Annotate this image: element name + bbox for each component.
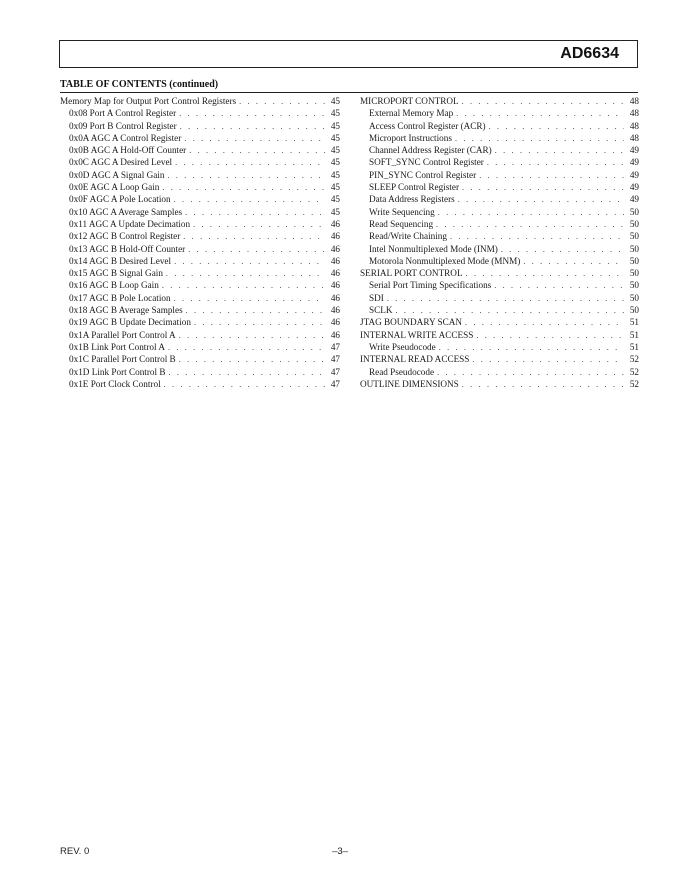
toc-entry-title: Read/Write Chaining [369,231,447,242]
toc-entry-page: 49 [629,169,639,180]
toc-entry-page: 50 [629,305,639,316]
dot-leader [472,354,624,365]
toc-entry-page: 49 [629,194,639,205]
toc-entry[interactable] [360,341,639,353]
toc-entry-page: 50 [629,218,639,229]
toc-entry-page: 46 [330,268,340,279]
toc-entry-title: 0x14 AGC B Desired Level [69,255,172,266]
dot-leader [501,244,624,255]
toc-entry-page: 49 [629,182,639,193]
toc-entry-page: 48 [629,108,639,119]
dot-leader [455,133,624,144]
toc-entry-page: 50 [629,231,639,242]
toc-entry-page: 46 [330,329,340,340]
toc-entry-page: 46 [330,231,340,242]
toc-entry[interactable] [60,353,340,365]
dot-leader [458,194,624,205]
dot-leader [523,256,624,267]
toc-entry-title: Write Pseudocode [369,341,436,352]
toc-entry-title: 0x1B Link Port Control A [69,341,165,352]
toc-entry-title: 0x0D AGC A Signal Gain [69,169,165,180]
toc-entry-title: 0x0E AGC A Loop Gain [69,182,160,193]
heading-rule [60,92,638,93]
toc-entry[interactable] [60,120,340,132]
toc-entry-title: 0x1A Parallel Port Control A [69,329,176,340]
dot-leader [183,231,325,242]
toc-entry-page: 45 [330,169,340,180]
toc-entry[interactable] [360,329,639,341]
toc-entry[interactable] [60,316,340,328]
dot-leader [439,342,624,353]
dot-leader [495,145,624,156]
toc-entry[interactable] [60,181,340,193]
toc-entry[interactable] [60,230,340,242]
toc-entry-title: SCLK [369,305,393,316]
toc-entry[interactable] [360,292,639,304]
toc-entry-page: 46 [330,317,340,328]
toc-entry-page: 46 [330,305,340,316]
toc-entry-page: 45 [330,132,340,143]
toc-entry-title: Memory Map for Output Port Control Registers [60,96,237,106]
toc-entry-page: 46 [330,292,340,303]
toc-entry[interactable] [360,95,639,107]
dot-leader [466,268,624,279]
toc-entry-page: 47 [330,341,340,352]
toc-entry-title: 0x0C AGC A Desired Level [69,157,173,168]
toc-entry-page: 45 [330,194,340,205]
toc-left-column [60,95,340,390]
dot-leader [166,268,325,279]
toc-entry-title: Write Sequencing [369,206,435,217]
dot-leader [465,317,624,328]
dot-leader [487,157,624,168]
toc-entry-page: 47 [330,378,340,389]
toc-entry[interactable] [360,378,639,390]
dot-leader [162,182,325,193]
toc-entry[interactable] [60,304,340,316]
toc-entry-title: SOFT_SYNC Control Register [369,157,484,168]
toc-entry-page: 52 [629,354,639,365]
toc-entry-title: SLEEP Control Register [369,182,459,193]
toc-entry[interactable] [360,255,639,267]
toc-entry[interactable] [360,132,639,144]
dot-leader [175,157,325,168]
toc-entry-title: 0x09 Port B Control Register [69,120,177,131]
toc-entry-title: INTERNAL READ ACCESS [360,354,470,365]
toc-entry-title: Motorola Nonmultiplexed Mode (MNM) [369,255,521,266]
toc-entry-page: 45 [330,96,340,106]
toc-entry-page: 45 [330,157,340,168]
toc-entry[interactable] [60,206,340,218]
toc-entry-title: 0x1C Parallel Port Control B [69,354,176,365]
toc-entry-page: 46 [330,218,340,229]
toc-entry[interactable] [360,243,639,255]
toc-entry[interactable] [360,230,639,242]
dot-leader [239,96,325,107]
toc-entry[interactable] [360,169,639,181]
toc-entry[interactable] [360,156,639,168]
dot-leader [188,244,325,255]
toc-entry-title: SERIAL PORT CONTROL [360,268,463,279]
toc-entry-title: 0x10 AGC A Average Samples [69,206,183,217]
toc-entry[interactable] [360,218,639,230]
toc-entry[interactable] [60,255,340,267]
toc-entry[interactable] [360,279,639,291]
toc-entry-title: 0x18 AGC B Average Samples [69,305,183,316]
toc-entry-title: 0x0A AGC A Control Register [69,132,182,143]
toc-entry-title: Serial Port Timing Specifications [369,280,492,291]
dot-leader [479,170,624,181]
toc-entry-page: 50 [629,292,639,303]
toc-entry[interactable] [360,120,639,132]
dot-leader [168,342,325,353]
toc-entry[interactable] [60,243,340,255]
dot-leader [494,280,624,291]
toc-entry[interactable] [360,316,639,328]
dot-leader [436,219,624,230]
dot-leader [450,231,624,242]
part-number: AD6634 [560,45,619,62]
toc-entry[interactable] [360,267,639,279]
toc-entry-page: 52 [629,366,639,377]
toc-entry-title: INTERNAL WRITE ACCESS [360,329,474,340]
toc-entry-page: 51 [629,329,639,340]
dot-leader [462,379,624,390]
toc-entry-page: 45 [330,120,340,131]
dot-leader [456,108,624,119]
dot-leader [174,194,325,205]
toc-entry[interactable] [60,144,340,156]
toc-entry-page: 49 [629,157,639,168]
toc-entry-page: 50 [629,255,639,266]
dot-leader [186,305,325,316]
dot-leader [438,207,624,218]
toc-entry-title: External Memory Map [369,108,454,119]
toc-entry-page: 45 [330,206,340,217]
toc-entry-title: 0x11 AGC A Update Decimation [69,218,191,229]
toc-entry-page: 46 [330,280,340,291]
dot-leader [168,367,325,378]
toc-entry-title: 0x12 AGC B Control Register [69,231,181,242]
toc-entry[interactable] [60,132,340,144]
toc-entry-title: 0x17 AGC B Pole Location [69,292,171,303]
dot-leader [194,317,325,328]
dot-leader [184,133,325,144]
toc-entry-page: 45 [330,182,340,193]
toc-entry-title: Microport Instructions [369,132,452,143]
toc-entry[interactable] [60,169,340,181]
toc-entry-page: 45 [330,108,340,119]
dot-leader [489,121,624,132]
toc-entry-title: Channel Address Register (CAR) [369,145,492,156]
toc-entry-page: 52 [629,378,639,389]
toc-entry-title: SDI [369,292,384,303]
toc-entry[interactable] [60,279,340,291]
toc-entry[interactable] [60,329,340,341]
toc-entry-page: 50 [629,243,639,254]
toc-entry-title: Intel Nonmultiplexed Mode (INM) [369,243,498,254]
toc-entry[interactable] [360,107,639,119]
toc-entry-page: 46 [330,255,340,266]
toc-entry-title: PIN_SYNC Control Register [369,169,477,180]
toc-entry-title: 0x16 AGC B Loop Gain [69,280,159,291]
toc-entry[interactable] [60,95,340,107]
dot-leader [174,293,325,304]
dot-leader [437,367,624,378]
toc-entry-title: 0x19 AGC B Update Decimation [69,317,191,328]
toc-entry-page: 51 [629,341,639,352]
toc-entry-title: Read Sequencing [369,218,434,229]
toc-entry[interactable] [60,156,340,168]
toc-entry-title: OUTLINE DIMENSIONS [360,378,459,389]
toc-entry[interactable] [60,107,340,119]
dot-leader [180,121,325,132]
header-box [59,40,638,68]
page-number: –3– [332,846,348,857]
toc-entry[interactable] [60,267,340,279]
dot-leader [476,330,624,341]
toc-entry-page: 48 [629,96,639,106]
toc-entry[interactable] [360,193,639,205]
toc-entry[interactable] [60,378,340,390]
toc-entry[interactable] [60,341,340,353]
dot-leader [193,219,325,230]
toc-entry-title: 0x0B AGC A Hold-Off Counter [69,145,187,156]
toc-heading: TABLE OF CONTENTS (continued) [60,79,219,90]
dot-leader [189,145,325,156]
toc-entry[interactable] [360,304,639,316]
toc-entry-page: 50 [629,280,639,291]
dot-leader [174,256,325,267]
toc-entry-title: 0x1D Link Port Control B [69,366,166,377]
dot-leader [396,305,625,316]
toc-entry[interactable] [60,292,340,304]
revision-label: REV. 0 [60,846,90,857]
toc-entry-page: 46 [330,243,340,254]
toc-entry[interactable] [360,353,639,365]
toc-entry-title: MICROPORT CONTROL [360,96,459,106]
toc-entry-title: Read Pseudocode [369,366,435,377]
toc-entry-page: 51 [629,317,639,328]
toc-right-column [360,95,639,390]
toc-entry-page: 50 [629,206,639,217]
toc-entry[interactable] [60,218,340,230]
dot-leader [462,96,624,107]
toc-entry-title: 0x1E Port Clock Control [69,378,161,389]
dot-leader [162,280,325,291]
toc-entry-page: 48 [629,132,639,143]
toc-entry-page: 47 [330,354,340,365]
toc-entry-title: 0x08 Port A Control Register [69,108,177,119]
toc-entry-page: 49 [629,145,639,156]
dot-leader [179,108,325,119]
toc-entry-title: 0x13 AGC B Hold-Off Counter [69,243,186,254]
toc-entry[interactable] [60,193,340,205]
dot-leader [179,354,325,365]
dot-leader [462,182,624,193]
dot-leader [179,330,325,341]
toc-entry-page: 47 [330,366,340,377]
toc-entry[interactable] [360,144,639,156]
toc-entry-title: 0x0F AGC A Pole Location [69,194,171,205]
toc-entry[interactable] [360,181,639,193]
toc-entry[interactable] [360,366,639,378]
dot-leader [185,207,325,218]
toc-entry-title: 0x15 AGC B Signal Gain [69,268,163,279]
dot-leader [164,379,325,390]
toc-entry[interactable] [60,366,340,378]
toc-entry[interactable] [360,206,639,218]
toc-entry-page: 50 [629,268,639,279]
toc-entry-title: Data Address Registers [369,194,455,205]
toc-entry-title: JTAG BOUNDARY SCAN [360,317,463,328]
dot-leader [167,170,325,181]
toc-entry-page: 48 [629,120,639,131]
toc-entry-page: 45 [330,145,340,156]
dot-leader [387,293,624,304]
toc-entry-title: Access Control Register (ACR) [369,120,486,131]
